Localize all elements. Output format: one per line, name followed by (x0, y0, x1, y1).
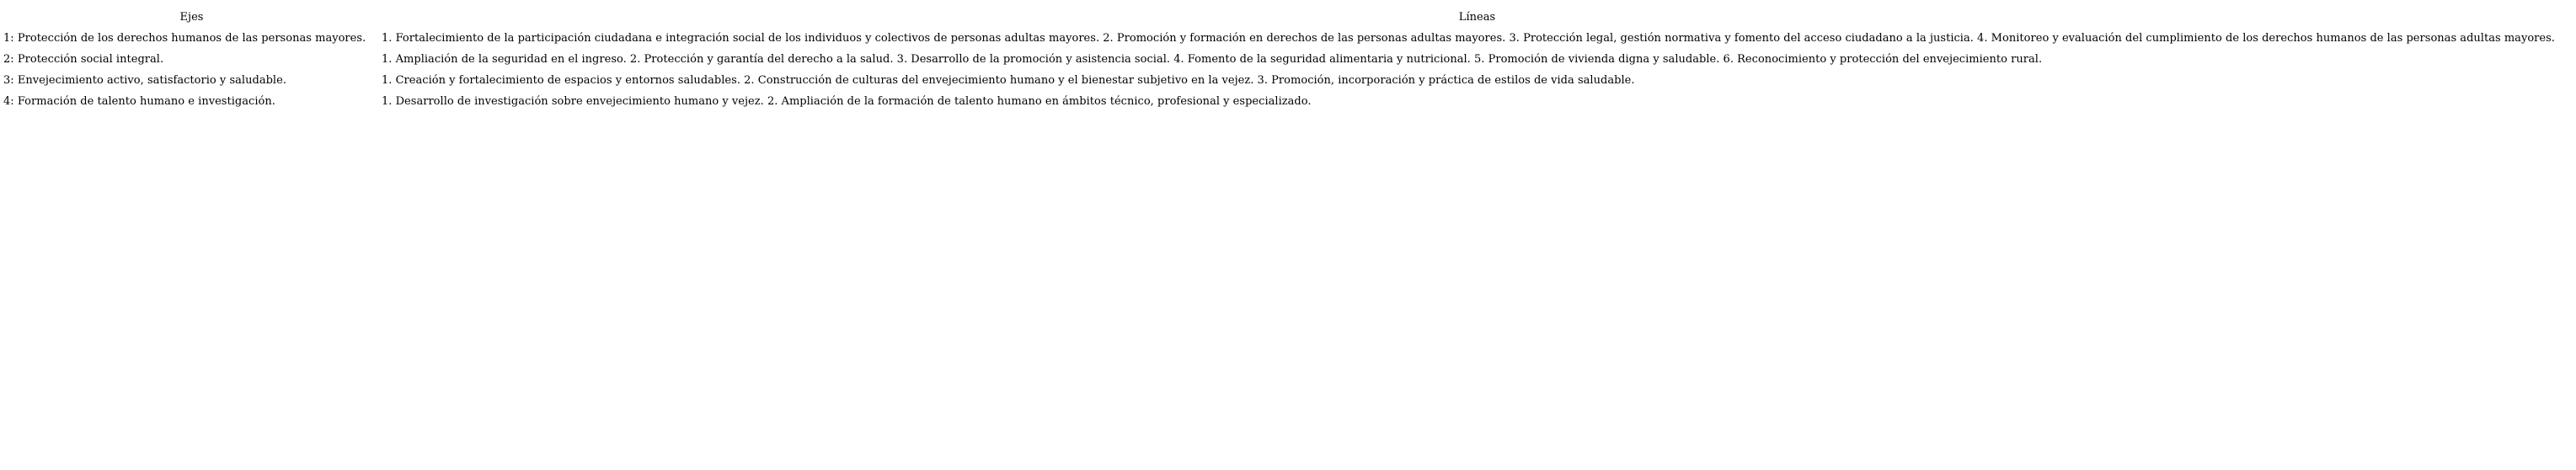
lineas-cell: 1. Creación y fortalecimiento de espacios y entornos saludables. 2. Construcción de culturas del envejecimiento humano y el bienestar subjetivo en la vejez. 3. Promoción, incorporación y práctica de estilos de vida saludable. (382, 74, 1635, 87)
eje-cell: 1: Protección de los derechos humanos de las personas mayores. (3, 32, 366, 45)
table-row (3, 28, 2574, 49)
header-row (3, 7, 2574, 28)
table-row (3, 70, 2574, 91)
lineas-cell: 1. Ampliación de la seguridad en el ingreso. 2. Protección y garantía del derecho a la salud. 3. Desarrollo de la promoción y asistencia social. 4. Fomento de la seguridad alimentaria y nutricional. 5. Promoción de vivienda digna y saludable. 6. Reconocimiento y protección del envejecimiento rural. (382, 53, 2043, 66)
header-lineas: Líneas (1458, 11, 1496, 24)
eje-cell: 2: Protección social integral. (3, 53, 164, 66)
header-ejes: Ejes (179, 11, 204, 24)
table-body (3, 28, 2574, 112)
lineas-cell: 1. Desarrollo de investigación sobre envejecimiento humano y vejez. 2. Ampliación de la formación de talento humano en ámbitos técnico, profesional y especializado. (382, 95, 1312, 108)
lineas-cell: 1. Fortalecimiento de la participación ciudadana e integración social de los individuos y colectivos de personas adultas mayores. 2. Promoción y formación en derechos de las personas adultas mayores. 3. Protección legal, gestión normativa y fomento del acceso ciudadano a la justicia. 4. Monitoreo y evaluación del cumplimiento de los derechos humanos de las personas adultas mayores. (382, 32, 2555, 45)
ejes-lineas-table (3, 7, 2574, 112)
eje-cell: 4: Formación de talento humano e investigación. (3, 95, 275, 108)
table-row (3, 49, 2574, 70)
table-header (3, 7, 2574, 28)
table-row (3, 91, 2574, 112)
eje-cell: 3: Envejecimiento activo, satisfactorio y saludable. (3, 74, 286, 87)
